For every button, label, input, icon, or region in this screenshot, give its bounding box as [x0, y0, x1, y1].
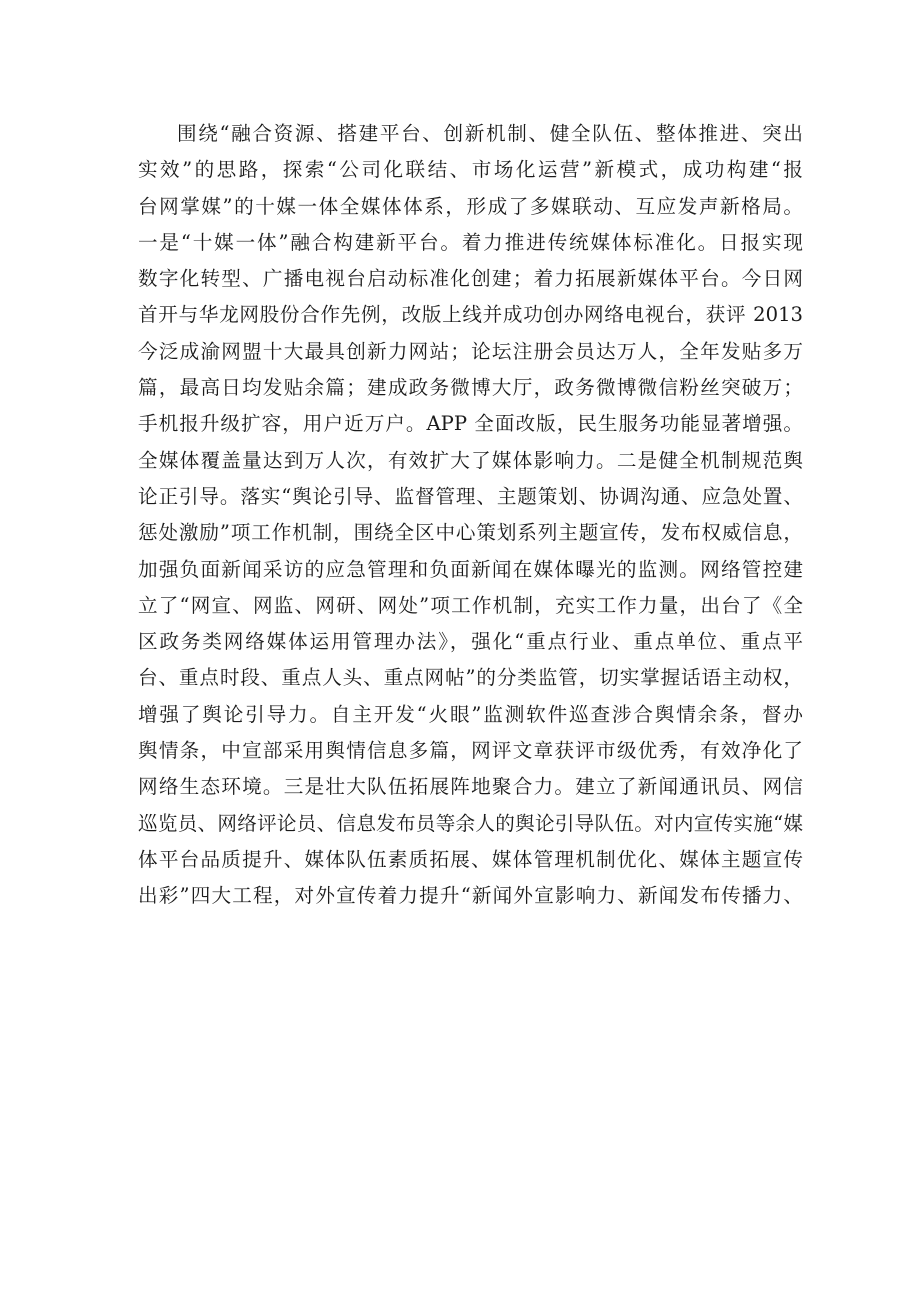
text-line: 网络生态环境。三是壮大队伍拓展阵地聚合力。建立了新闻通讯员、网信 [138, 775, 803, 799]
text-line: 出彩”四大工程，对外宣传着力提升“新闻外宣影响力、新闻发布传播力、 [138, 884, 803, 908]
text-line: 台网掌媒”的十媒一体全媒体体系，形成了多媒联动、互应发声新格局。 [138, 194, 803, 218]
text-line: 增强了舆论引导力。自主开发“火眼”监测软件巡查涉合舆情余条，督办 [138, 702, 803, 726]
body-paragraph [138, 116, 803, 915]
text-line: 加强负面新闻采访的应急管理和负面新闻在媒体曝光的监测。网络管控建 [138, 557, 803, 581]
text-line: 区政务类网络媒体运用管理办法》，强化“重点行业、重点单位、重点平 [138, 630, 803, 654]
text-line: 手机报升级扩容，用户近万户。APP 全面改版，民生服务功能显著增强。 [138, 412, 803, 436]
text-line: 今泛成渝网盟十大最具创新力网站；论坛注册会员达万人，全年发贴多万 [138, 339, 803, 363]
text-line: 台、重点时段、重点人头、重点网帖”的分类监管，切实掌握话语主动权， [138, 666, 803, 690]
text-line: 论正引导。落实“舆论引导、监督管理、主题策划、协调沟通、应急处置、 [138, 484, 803, 508]
text-line: 惩处激励”项工作机制，围绕全区中心策划系列主题宣传，发布权威信息， [138, 521, 803, 545]
text-line: 舆情条，中宣部采用舆情信息多篇，网评文章获评市级优秀，有效净化了 [138, 739, 803, 763]
text-line: 巡览员、网络评论员、信息发布员等余人的舆论引导队伍。对内宣传实施“媒 [138, 811, 803, 835]
text-line: 一是“十媒一体”融合构建新平台。着力推进传统媒体标准化。日报实现 [138, 230, 803, 254]
text-line: 立了“网宣、网监、网研、网处”项工作机制，充实工作力量，出台了《全 [138, 593, 803, 617]
text-line: 体平台品质提升、媒体队伍素质拓展、媒体管理机制优化、媒体主题宣传 [138, 847, 803, 871]
text-line: 实效”的思路，探索“公司化联结、市场化运营”新模式，成功构建“报 [138, 158, 803, 182]
text-line: 围绕“融合资源、搭建平台、创新机制、健全队伍、整体推进、突出 [177, 122, 803, 145]
text-line: 篇，最高日均发贴余篇；建成政务微博大厅，政务微博微信粉丝突破万； [138, 376, 803, 400]
text-line: 数字化转型、广播电视台启动标准化创建；着力拓展新媒体平台。今日网 [138, 267, 803, 291]
text-line: 全媒体覆盖量达到万人次，有效扩大了媒体影响力。二是健全机制规范舆 [138, 448, 803, 472]
text-line: 首开与华龙网股份合作先例，改版上线并成功创办网络电视台，获评 2013 [138, 303, 803, 327]
